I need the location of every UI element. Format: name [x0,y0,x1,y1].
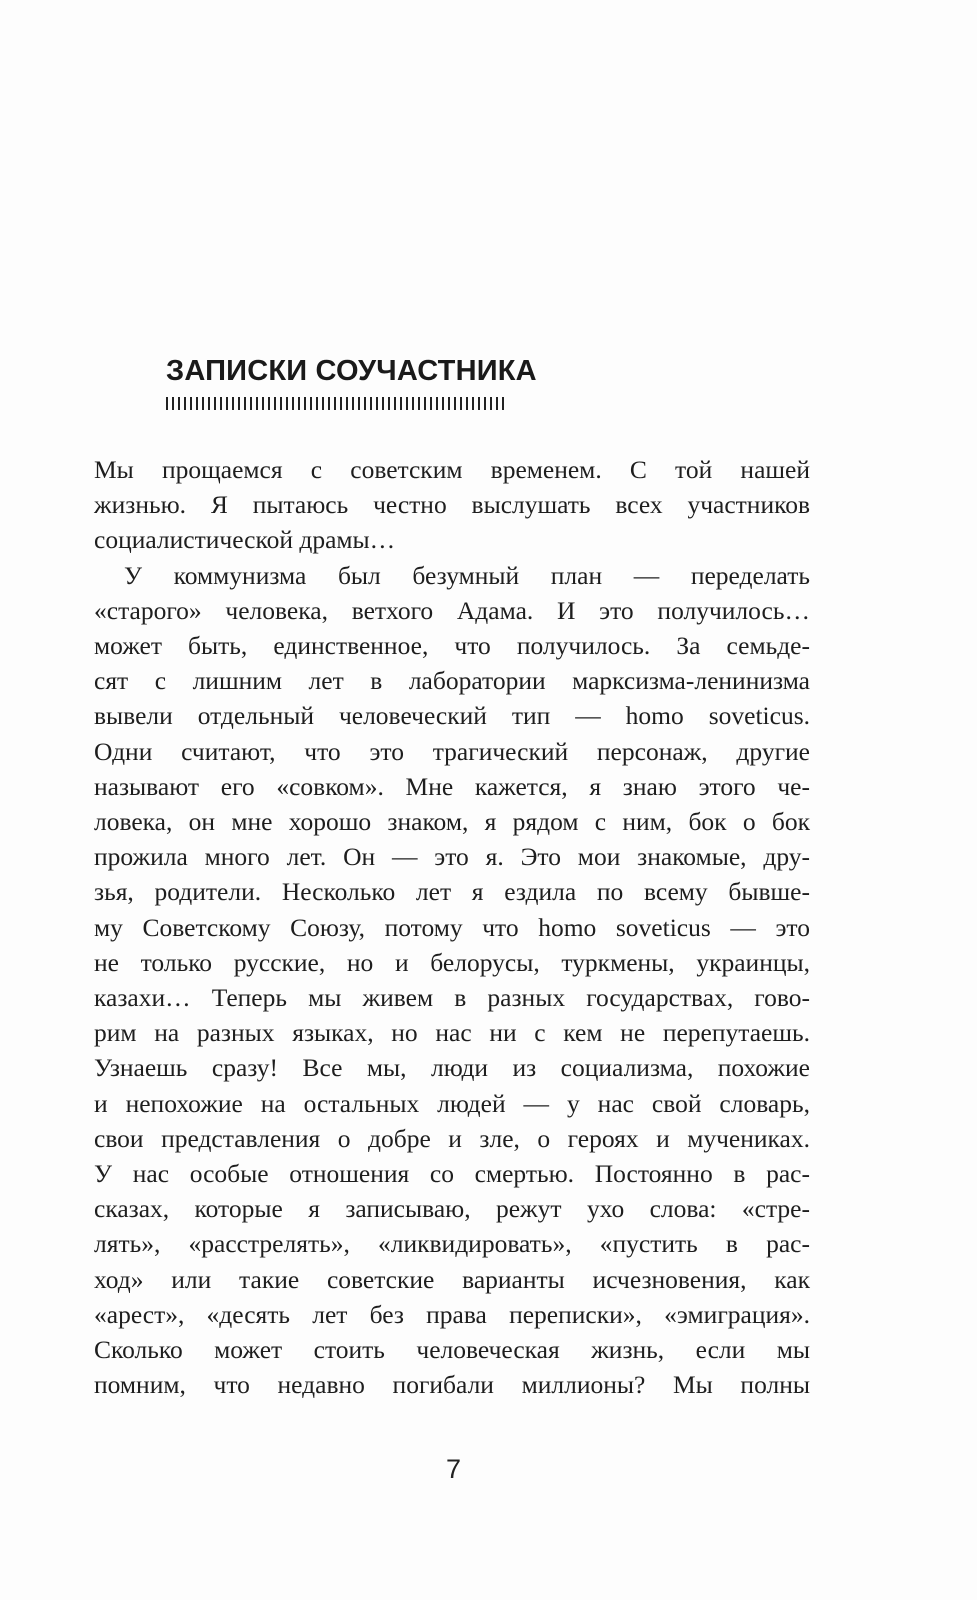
text-line: может быть, единственное, что получилось. За семьде- [94,631,810,661]
text-line: свои представления о добре и зле, о героях и мучениках. [94,1123,810,1153]
text-line: казахи… Теперь мы живем в разных государствах, гово- [94,983,810,1013]
text-line: Узнаешь сразу! Все мы, люди из социализма, похожие [94,1053,810,1083]
text-line: социалистической драмы… [94,525,396,555]
page-number: 7 [445,1454,462,1484]
paragraph-2 [94,558,810,1403]
text-line: помним, что недавно погибали миллионы? Мы полны [94,1370,810,1400]
text-line: лять», «расстрелять», «ликвидировать», «пустить в рас- [94,1229,810,1259]
text-line: У нас особые отношения со смертью. Постоянно в рас- [94,1159,810,1189]
text-line: У коммунизма был безумный план — переделать [124,560,810,590]
text-line: рим на разных языках, но нас ни с кем не перепутаешь. [94,1018,810,1048]
title-decorative-rule [166,397,508,410]
text-line: и непохожие на остальных людей — у нас свой словарь, [94,1088,810,1118]
paragraph-1 [94,452,810,558]
body-text [94,452,810,1402]
text-line: сят с лишним лет в лаборатории марксизма-ленинизма [94,666,810,696]
text-line: Мы прощаемся с советским временем. С той нашей [94,455,810,484]
text-line: зья, родители. Несколько лет я ездила по всему бывше- [94,877,810,907]
text-line: сказах, которые я записываю, режут ухо слова: «стре- [94,1194,810,1224]
text-line: Одни считают, что это трагический персонаж, другие [94,736,810,766]
text-line: ход» или такие советские варианты исчезновения, как [94,1264,810,1294]
text-line: му Советскому Союзу, потому что homo soveticus — это [94,912,810,942]
text-line: жизнью. Я пытаюсь честно выслушать всех участников [94,490,810,520]
text-line: не только русские, но и белорусы, туркмены, украинцы, [94,947,810,977]
text-line: вывели отдельный человеческий тип — homo soveticus. [94,701,810,731]
chapter-title: ЗАПИСКИ СОУЧАСТНИКА [166,355,537,387]
text-line: «старого» человека, ветхого Адама. И это получилось… [94,595,810,625]
text-line: ловека, он мне хорошо знаком, я рядом с ним, бок о бок [94,807,810,837]
text-line: называют его «совком». Мне кажется, я знаю этого че- [94,771,810,801]
text-line: «арест», «десять лет без права переписки», «эмиграция». [94,1299,810,1329]
text-line: Сколько может стоить человеческая жизнь, если мы [94,1335,810,1365]
text-line: прожила много лет. Он — это я. Это мои знакомые, дру- [94,842,810,872]
